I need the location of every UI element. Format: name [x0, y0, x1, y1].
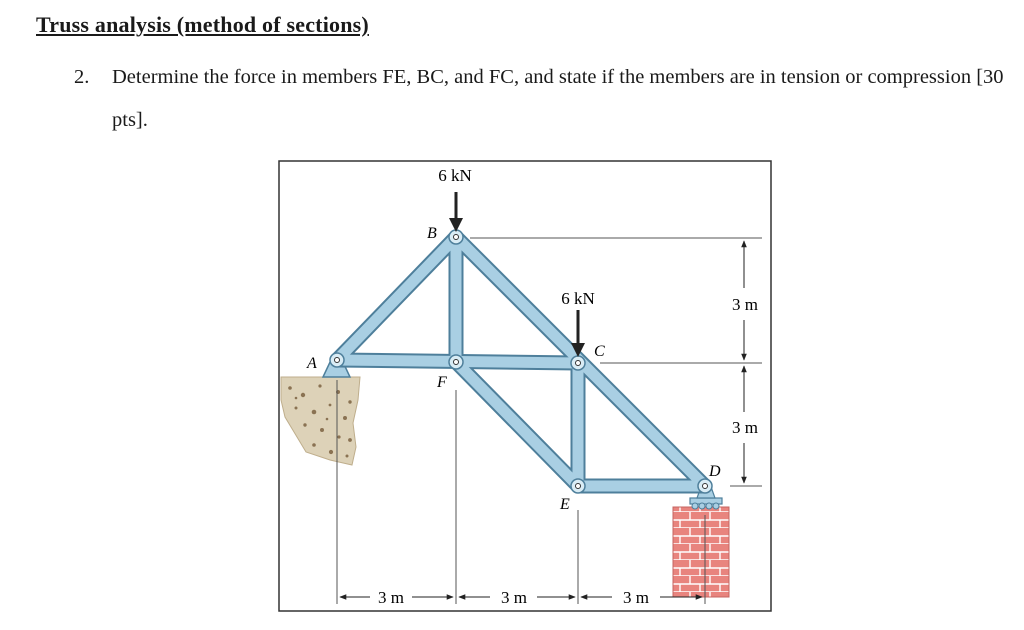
node-label-b: B — [427, 225, 437, 242]
load-label-b: 6 kN — [438, 166, 472, 185]
dim-label-lower-height: 3 m — [732, 418, 758, 437]
load-label-c: 6 kN — [561, 289, 595, 308]
node-label-f: F — [437, 374, 447, 391]
dim-label-upper-height: 3 m — [732, 295, 758, 314]
page-heading: Truss analysis (method of sections) — [36, 12, 369, 37]
node-label-c: C — [594, 343, 605, 360]
dim-label-fe-span: 3 m — [501, 588, 527, 607]
node-label-e: E — [560, 496, 570, 513]
problem-text: Determine the force in members FE, BC, and FC, and state if the members are in tension or compression [30 pts]. — [112, 66, 1004, 131]
dim-label-ab-span: 3 m — [378, 588, 404, 607]
node-label-d: D — [709, 463, 721, 480]
node-label-a: A — [307, 355, 317, 372]
problem-number: 2. — [74, 66, 90, 88]
dim-label-ed-span: 3 m — [623, 588, 649, 607]
